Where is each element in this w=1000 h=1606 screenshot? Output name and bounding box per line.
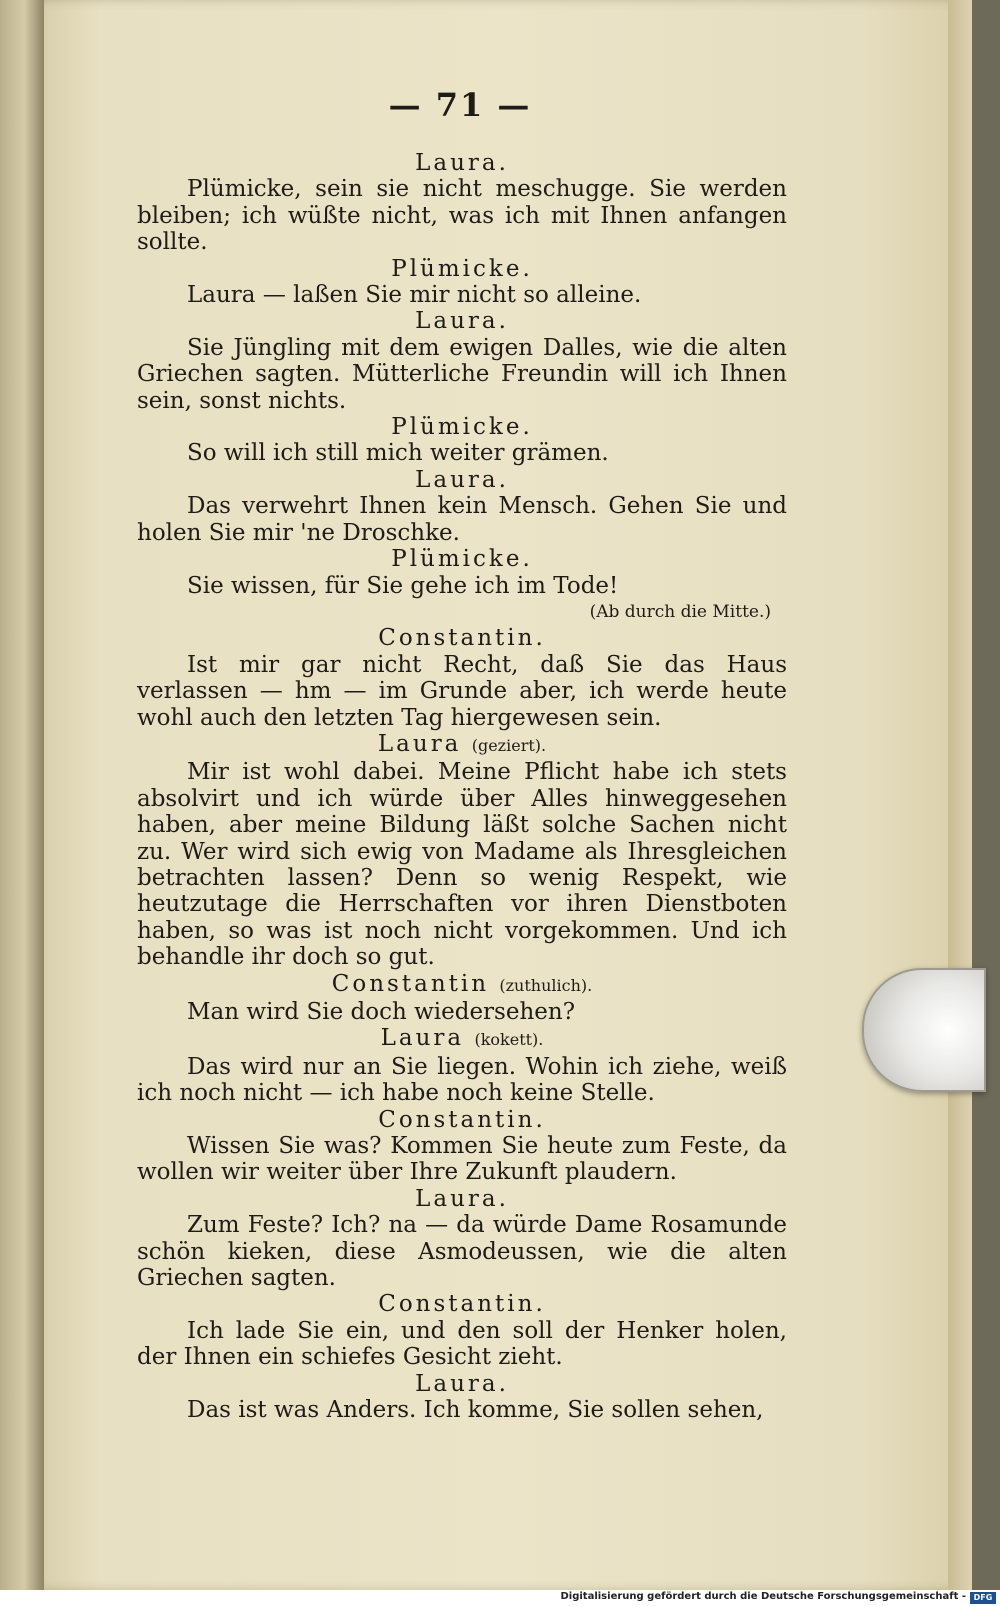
speaker-label: Laura. (415, 1185, 509, 1212)
dialogue-paragraph: So will ich still mich weiter grämen. (187, 440, 609, 467)
dialogue-paragraph: Wissen Sie was? Kommen Sie heute zum Feste, da wollen wir weiter über Ihre Zukunft plaudern. (137, 1133, 787, 1186)
speaker-name (137, 731, 787, 759)
speaker-name (137, 1186, 787, 1212)
speaker-name (137, 625, 787, 651)
dialogue-paragraph: Ich lade Sie ein, und den soll der Henker holen, der Ihnen ein schiefes Gesicht zieht. (137, 1317, 787, 1371)
dialogue-paragraph: Sie Jüngling mit dem ewigen Dalles, wie die alten Griechen sagten. Mütterliche Freundin will ich Ihnen sein, sonst nichts. (137, 334, 787, 414)
page-fore-edge (948, 0, 972, 1590)
speaker-name (137, 1371, 787, 1397)
speaker-label: Plümicke. (391, 414, 533, 441)
play-text (137, 150, 787, 1424)
dialogue-paragraph: Das wird nur an Sie liegen. Wohin ich ziehe, weiß ich noch nicht — ich habe noch keine Stelle. (137, 1053, 787, 1107)
speaker-name (137, 1291, 787, 1317)
speaker-name (137, 546, 787, 572)
dfg-logo: DFG (970, 1592, 996, 1604)
dialogue-paragraph: Sie wissen, für Sie gehe ich im Tode! (187, 572, 619, 599)
speaker-direction: (kokett). (474, 1030, 544, 1050)
speaker-label: Plümicke. (391, 546, 533, 573)
speaker-label: Constantin. (378, 1291, 546, 1318)
page-number: — 71 — (388, 86, 532, 124)
stage-direction: (Ab durch die Mitte.) (589, 601, 771, 622)
speaker-name (137, 1025, 787, 1053)
speaker-label: Laura. (415, 150, 509, 176)
speaker-name (137, 414, 787, 440)
speaker-label: Laura (377, 730, 462, 757)
speaker-name (137, 1107, 787, 1133)
dialogue-paragraph: Das ist was Anders. Ich komme, Sie sollen sehen, (187, 1397, 764, 1424)
speaker-label: Constantin. (378, 625, 546, 652)
previous-page-edge (0, 0, 44, 1606)
dialogue-paragraph: Ist mir gar nicht Recht, daß Sie das Haus verlassen — hm — im Grunde aber, ich werde heute wohl auch den letzten Tag hiergewesen sein. (137, 651, 787, 731)
speaker-label: Laura. (415, 308, 509, 335)
dialogue-paragraph: Mir ist wohl dabei. Meine Pflicht habe ich stets absolvirt und ich würde über Alles hinweggesehen haben, aber meine Bildung läßt solche Sachen nicht zu. Wer wird sich ewig von Madame als Ihresgleichen betrachten lassen? Denn so wenig Respekt, wie heutzutage die Herrschaften vor ihren Dienstboten haben, so was ist noch nicht vorgekommen. Und ich behandle ihr doch so gut. (137, 759, 787, 971)
speaker-label: Plümicke. (391, 255, 533, 282)
speaker-label: Laura. (415, 466, 509, 493)
footer-credit: Digitalisierung gefördert durch die Deutsche Forschungsgemeinschaft - (560, 1591, 966, 1602)
speaker-label: Constantin (331, 970, 490, 997)
dialogue-paragraph: Zum Feste? Ich? na — da würde Dame Rosamunde schön kieken, diese Asmodeussen, wie die alten Griechen sagten. (137, 1212, 787, 1292)
speaker-name (137, 971, 787, 999)
dialogue-paragraph: Man wird Sie doch wiedersehen? (187, 999, 576, 1025)
speaker-name (137, 467, 787, 493)
dialogue-paragraph: Plümicke, sein sie nicht meschugge. Sie werden bleiben; ich wüßte nicht, was ich mit Ihnen anfangen sollte. (137, 176, 787, 256)
page-clip (862, 968, 986, 1092)
dialogue-paragraph: Das verwehrt Ihnen kein Mensch. Gehen Sie und holen Sie mir 'ne Droschke. (137, 493, 787, 546)
speaker-name (137, 256, 787, 282)
dialogue-paragraph: Laura — laßen Sie mir nicht so alleine. (187, 282, 642, 309)
speaker-label: Constantin. (378, 1106, 546, 1133)
speaker-name (137, 150, 787, 176)
speaker-label: Laura. (415, 1370, 509, 1397)
speaker-name (137, 308, 787, 334)
digitization-footer (0, 1590, 1000, 1606)
speaker-direction: (geziert). (471, 735, 547, 755)
speaker-direction: (zuthulich). (499, 975, 593, 995)
speaker-label: Laura (380, 1025, 465, 1052)
